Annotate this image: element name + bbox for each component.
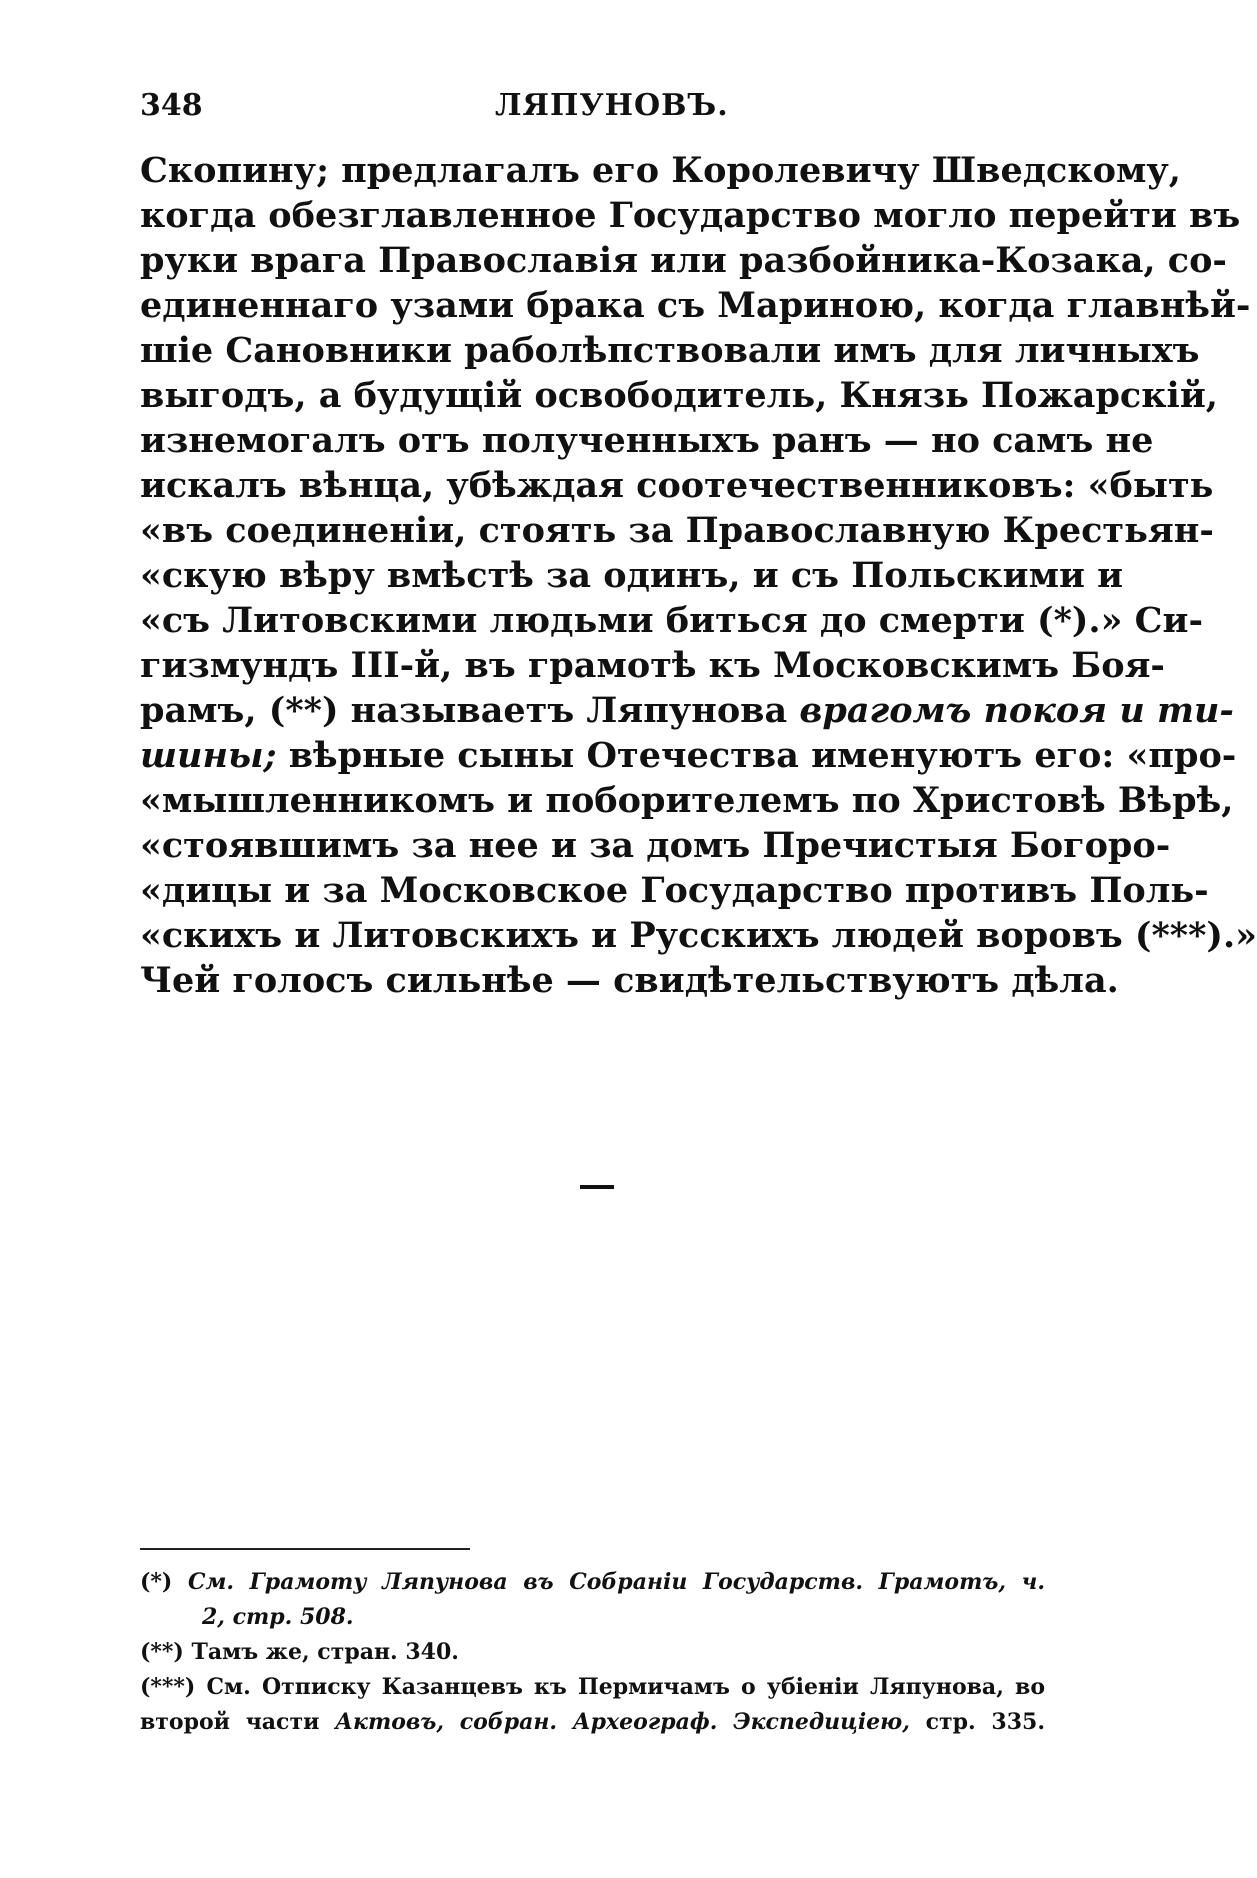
text-line: шіе Сановники раболѣпствовали имъ для личныхъ xyxy=(140,330,1200,371)
footnote-1-continued xyxy=(140,1600,1045,1635)
text-line: «мышленникомъ и поборителемъ по Христовѣ Вѣрѣ, xyxy=(140,780,1234,821)
footnote-1 xyxy=(140,1565,1045,1600)
text-line-mixed xyxy=(140,688,1234,733)
footnote-separator xyxy=(140,1548,470,1550)
page-number: 348 xyxy=(140,88,203,123)
footnote-text: второй части xyxy=(140,1709,336,1735)
text-line: когда обезглавленное Государство могло перейти въ xyxy=(140,195,1241,236)
text-line: изнемогалъ отъ полученныхъ ранъ — но самъ не xyxy=(140,420,1154,461)
footnote-text: стр. 335. xyxy=(909,1709,1045,1735)
text-line: гизмундъ III-й, въ грамотѣ къ Московскимъ Боя- xyxy=(140,645,1165,686)
text-line-last: Чей голосъ сильнѣе — свидѣтельствуютъ дѣла. xyxy=(140,960,1119,1001)
footnote-citation: Актовъ, собран. Археограф. Экспедиціею, xyxy=(335,1709,910,1735)
section-break-dash xyxy=(580,1185,614,1189)
text-line: выгодъ, а будущій освободитель, Князь Пожарскій, xyxy=(140,375,1218,416)
text-segment: вѣрные сыны Отечества именуютъ его: «про- xyxy=(276,735,1237,776)
text-line: «въ соединеніи, стоять за Православную Крестьян- xyxy=(140,510,1214,551)
running-head xyxy=(140,88,1040,128)
text-line: «скихъ и Литовскихъ и Русскихъ людей воровъ (***).» xyxy=(140,915,1257,956)
italic-segment: шины; xyxy=(140,735,277,776)
text-line: «дицы и за Московское Государство противъ Поль- xyxy=(140,870,1209,911)
running-title: ЛЯПУНОВЪ. xyxy=(495,88,729,123)
text-line: руки врага Православія или разбойника-Козака, со- xyxy=(140,240,1227,281)
text-line: «стоявшимъ за нее и за домъ Пречистыя Богоро- xyxy=(140,825,1171,866)
footnote-2: (**) Тамъ же, стран. 340. xyxy=(140,1639,459,1665)
text-line: «съ Литовскими людьми биться до смерти (*).» Си- xyxy=(140,600,1204,641)
text-line: Скопину; предлагалъ его Королевичу Шведскому, xyxy=(140,150,1181,191)
text-line: единеннаго узами брака съ Мариною, когда главнѣй- xyxy=(140,285,1251,326)
italic-segment: врагомъ покоя и ти- xyxy=(799,690,1234,731)
text-line: искалъ вѣнца, убѣждая соотечественниковъ: «быть xyxy=(140,465,1214,506)
footnote-citation: См. Грамоту Ляпунова въ Собраніи Государств. Грамотъ, ч. xyxy=(187,1569,1045,1595)
text-line: «скую вѣру вмѣстѣ за одинъ, и съ Польскими и xyxy=(140,555,1124,596)
body-text xyxy=(140,148,1257,1003)
footnote-citation: 2, стр. 508. xyxy=(202,1604,354,1630)
footnotes xyxy=(140,1565,1045,1740)
text-line-mixed xyxy=(140,733,1237,778)
footnote-3: (***) См. Отписку Казанцевъ къ Пермичамъ о убіеніи Ляпунова, во xyxy=(140,1674,1045,1700)
text-segment: рамъ, (**) называетъ Ляпунова xyxy=(140,690,788,731)
footnote-mark: (*) xyxy=(140,1569,173,1595)
footnote-3-continued xyxy=(140,1705,1045,1740)
